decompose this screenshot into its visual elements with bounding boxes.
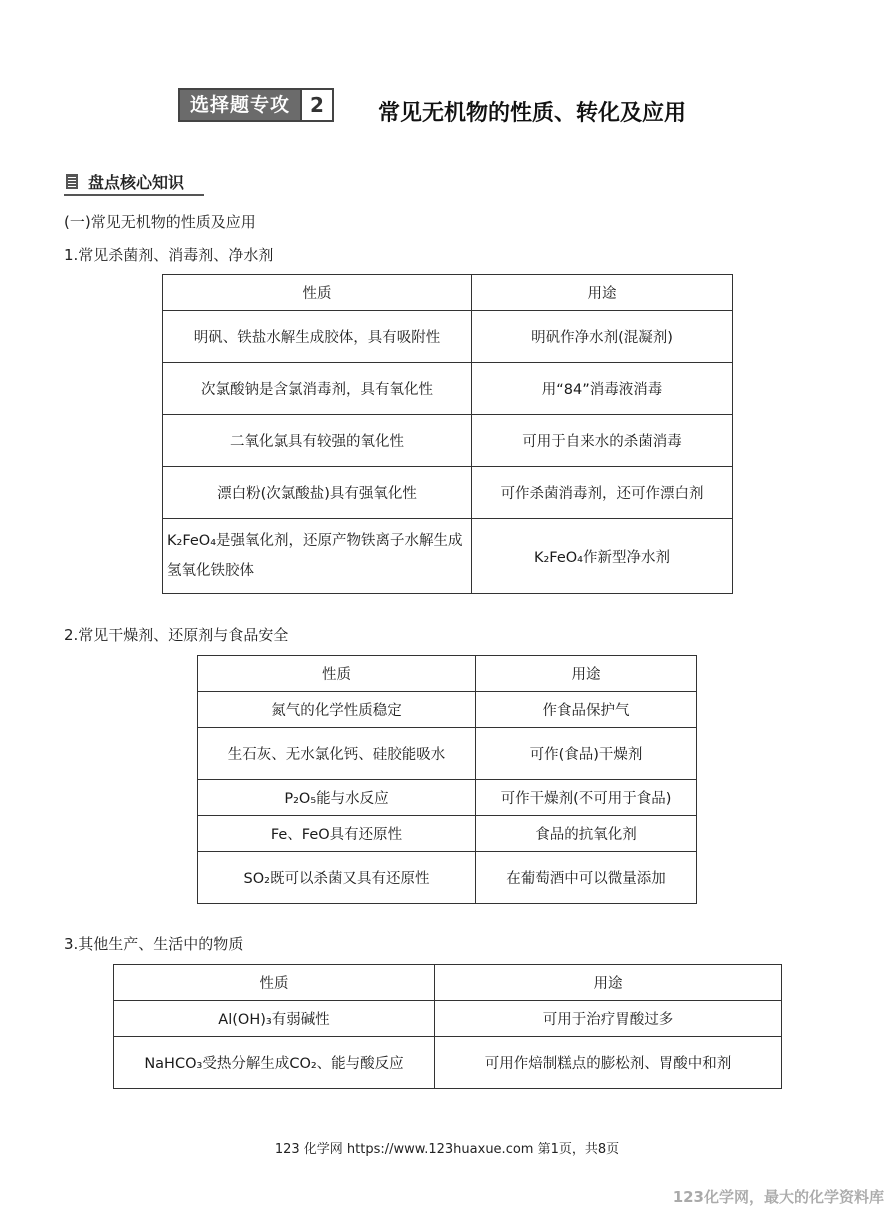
cell-use: 可用于治疗胃酸过多 bbox=[435, 1001, 782, 1037]
cell-use: 可作(食品)干燥剂 bbox=[476, 728, 697, 780]
cell-property: K₂FeO₄是强氧化剂，还原产物铁离子水解生成氢氧化铁胶体 bbox=[163, 519, 472, 594]
cell-property: P₂O₅能与水反应 bbox=[198, 780, 476, 816]
table1-caption: 1.常见杀菌剂、消毒剂、净水剂 bbox=[64, 246, 274, 264]
table-header-row bbox=[163, 275, 733, 311]
table-row bbox=[198, 780, 697, 816]
cell-property: NaHCO₃受热分解生成CO₂、能与酸反应 bbox=[114, 1037, 435, 1089]
table-row bbox=[163, 467, 733, 519]
table1 bbox=[162, 274, 733, 594]
topic-badge bbox=[178, 88, 334, 122]
header-property: 性质 bbox=[198, 656, 476, 692]
cell-property: Fe、FeO具有还原性 bbox=[198, 816, 476, 852]
badge-text: 选择题专攻 bbox=[180, 90, 300, 120]
header-use: 用途 bbox=[476, 656, 697, 692]
document-icon bbox=[66, 174, 78, 189]
header-use: 用途 bbox=[435, 965, 782, 1001]
page-footer: 123 化学网 https://www.123huaxue.com 第1页，共8页 bbox=[274, 1142, 620, 1157]
table-row bbox=[163, 363, 733, 415]
cell-use: 用“84”消毒液消毒 bbox=[472, 363, 733, 415]
badge-number: 2 bbox=[300, 90, 332, 120]
header-property: 性质 bbox=[163, 275, 472, 311]
cell-use: 食品的抗氧化剂 bbox=[476, 816, 697, 852]
header-property: 性质 bbox=[114, 965, 435, 1001]
cell-property: Al(OH)₃有弱碱性 bbox=[114, 1001, 435, 1037]
cell-use: 可用于自来水的杀菌消毒 bbox=[472, 415, 733, 467]
table2-caption: 2.常见干燥剂、还原剂与食品安全 bbox=[64, 626, 289, 644]
table-row bbox=[114, 1001, 782, 1037]
table-row bbox=[198, 692, 697, 728]
table-row bbox=[198, 728, 697, 780]
cell-property: 漂白粉(次氯酸盐)具有强氧化性 bbox=[163, 467, 472, 519]
part-heading: (一)常见无机物的性质及应用 bbox=[64, 213, 256, 231]
table3 bbox=[113, 964, 782, 1089]
table-row bbox=[198, 852, 697, 904]
cell-property: SO₂既可以杀菌又具有还原性 bbox=[198, 852, 476, 904]
table-row bbox=[163, 415, 733, 467]
section-heading bbox=[64, 168, 204, 196]
cell-use: 明矾作净水剂(混凝剂) bbox=[472, 311, 733, 363]
cell-use: 可用作焙制糕点的膨松剂、胃酸中和剂 bbox=[435, 1037, 782, 1089]
page-title: 常见无机物的性质、转化及应用 bbox=[378, 101, 687, 126]
cell-property: 生石灰、无水氯化钙、硅胶能吸水 bbox=[198, 728, 476, 780]
table-header-row bbox=[114, 965, 782, 1001]
cell-property: 二氧化氯具有较强的氧化性 bbox=[163, 415, 472, 467]
table-header-row bbox=[198, 656, 697, 692]
cell-use: 可作杀菌消毒剂，还可作漂白剂 bbox=[472, 467, 733, 519]
table3-caption: 3.其他生产、生活中的物质 bbox=[64, 935, 244, 953]
cell-property: 氮气的化学性质稳定 bbox=[198, 692, 476, 728]
site-watermark: 123化学网，最大的化学资料库 bbox=[672, 1188, 884, 1206]
header-use: 用途 bbox=[472, 275, 733, 311]
table-row bbox=[198, 816, 697, 852]
cell-use: 可作干燥剂(不可用于食品) bbox=[476, 780, 697, 816]
table-row bbox=[163, 311, 733, 363]
cell-property: 明矾、铁盐水解生成胶体，具有吸附性 bbox=[163, 311, 472, 363]
section-title: 盘点核心知识 bbox=[88, 172, 185, 192]
cell-use: 在葡萄酒中可以微量添加 bbox=[476, 852, 697, 904]
table-row bbox=[114, 1037, 782, 1089]
cell-use: K₂FeO₄作新型净水剂 bbox=[472, 519, 733, 594]
cell-use: 作食品保护气 bbox=[476, 692, 697, 728]
table2 bbox=[197, 655, 697, 904]
table-row bbox=[163, 519, 733, 594]
cell-property: 次氯酸钠是含氯消毒剂，具有氧化性 bbox=[163, 363, 472, 415]
